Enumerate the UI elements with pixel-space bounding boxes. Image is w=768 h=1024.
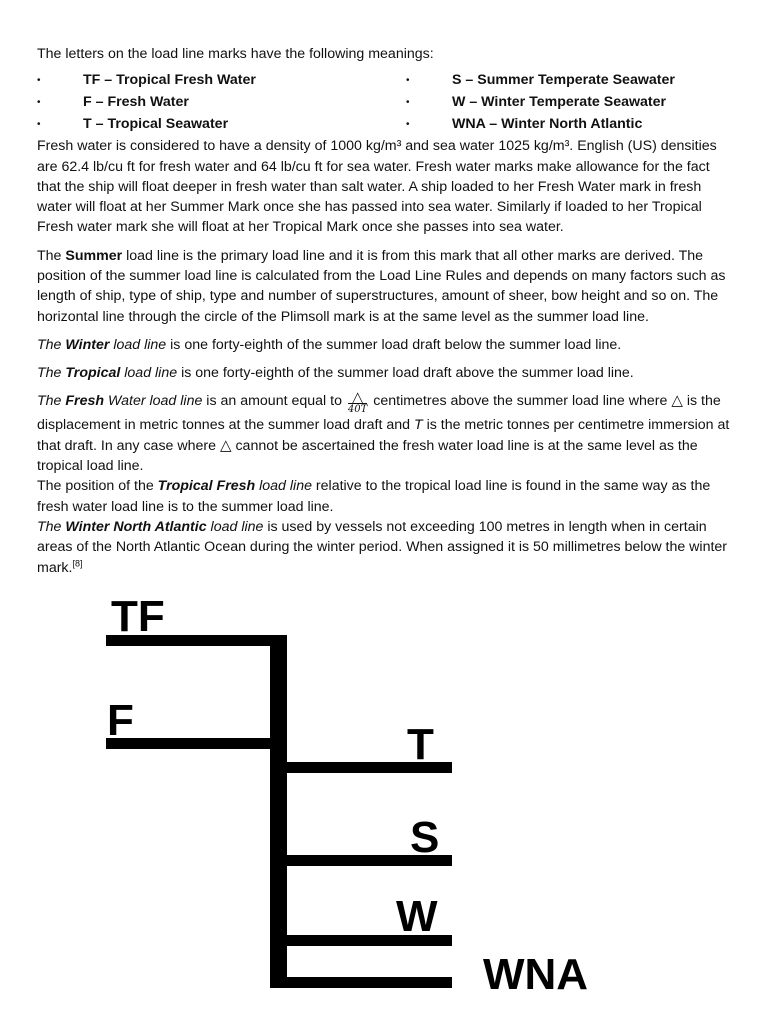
legend-item-w: [406, 92, 675, 114]
tf-mark-label: TF: [111, 592, 165, 641]
s-mark-label: S: [410, 813, 440, 862]
bullet-icon: •: [37, 119, 41, 131]
intro-text: The letters on the load line marks have the following meanings:: [37, 46, 434, 62]
load-line-legend: [37, 70, 733, 136]
legend-label: W – Winter Temperate Seawater: [452, 94, 667, 111]
tropical-fresh-load-line-paragraph: The position of the Tropical Fresh load line relative to the tropical load line is found in the same way as the fresh water load line is to the summer load line.: [37, 478, 711, 515]
term-t: T: [413, 416, 423, 433]
fresh-water-density-paragraph: Fresh water is considered to have a density of 1000 kg/m³ and sea water 1025 kg/m³. English (US) densities are 62.4 lb/cu ft for fresh water and 64 lb/cu ft for sea water. Fresh water marks make allowance for the fact that the ship will float deeper in fresh water than salt water. A ship loaded to her Fresh Water mark in fresh water will float at her Summer Mark once she has passed into sea water. Similarly if loaded to her Tropical Fresh water mark she will float at her Tropical Mark once she passes into sea water.: [37, 138, 717, 236]
legend-label: T – Tropical Seawater: [83, 116, 229, 133]
legend-item-f: [37, 92, 256, 114]
term-winter-north-atlantic: Winter North Atlantic: [65, 519, 207, 536]
bullet-icon: •: [37, 97, 41, 109]
bullet-icon: •: [37, 75, 41, 87]
summer-load-line-paragraph: The Summer load line is the primary load line and it is from this mark that all other marks are derived. The position of the summer load line is calculated from the Load Line Rules and depends on many factors such as length of ship, type of ship, type and number of superstructures, amount of sheer, bow height and so on. The horizontal line through the circle of the Plimsoll mark is at the same level as the summer load line.: [37, 247, 726, 325]
legend-column-left: [37, 70, 256, 136]
bullet-icon: •: [406, 119, 410, 131]
citation-ref: [8]: [72, 557, 83, 568]
legend-item-s: [406, 70, 675, 92]
delta-icon: △: [671, 390, 683, 409]
delta-icon: △: [348, 392, 367, 404]
legend-item-tf: [37, 70, 256, 92]
t-mark-label: T: [407, 720, 434, 769]
fraction-formula: [347, 387, 368, 415]
term-summer: Summer: [65, 247, 123, 264]
load-line-marks-diagram: [0, 585, 768, 1024]
legend-item-t: [37, 114, 256, 136]
winter-north-atlantic-paragraph: The Winter North Atlantic load line is used by vessels not exceeding 100 metres in length when in certain areas of the North Atlantic Ocean during the winter period. When assigned it is 50 millimetres below the winter mark.[8]: [37, 519, 728, 576]
term-winter: Winter: [65, 336, 110, 353]
f-mark-label: F: [107, 696, 134, 745]
fraction-denominator: 40T: [347, 403, 368, 415]
legend-label: S – Summer Temperate Seawater: [452, 72, 675, 89]
bullet-icon: •: [406, 75, 410, 87]
legend-label: WNA – Winter North Atlantic: [452, 116, 643, 133]
legend-column-right: [406, 70, 675, 136]
legend-label: F – Fresh Water: [83, 94, 189, 111]
delta-icon: △: [219, 435, 232, 454]
term-fresh: Fresh: [65, 392, 105, 409]
wna-mark-line: [270, 977, 452, 988]
fresh-water-load-line-paragraph: The Fresh Water load line is an amount equal to $\frac{\triangle}{40T}$ centimetres above the summer load line where △ is the displacement in metric tonnes at the summer load draft and T is the metric tonnes per centimetre immersion at that draft. In any case where △ cannot be ascertained the fresh water load line is at the same level as the tropical load line.: [37, 387, 730, 475]
term-tropical-fresh: Tropical Fresh: [157, 478, 256, 495]
winter-load-line-paragraph: The Winter load line is one forty-eighth of the summer load draft below the summer load line.: [37, 336, 622, 353]
term-tropical: Tropical: [65, 365, 121, 382]
legend-item-wna: [406, 114, 675, 136]
bullet-icon: •: [406, 97, 410, 109]
legend-label: TF – Tropical Fresh Water: [83, 72, 256, 89]
document-body: [37, 44, 733, 578]
w-mark-label: W: [396, 892, 438, 941]
tropical-load-line-paragraph: The Tropical load line is one forty-eighth of the summer load draft above the summer load line.: [37, 365, 634, 382]
wna-mark-label: WNA: [483, 950, 589, 999]
